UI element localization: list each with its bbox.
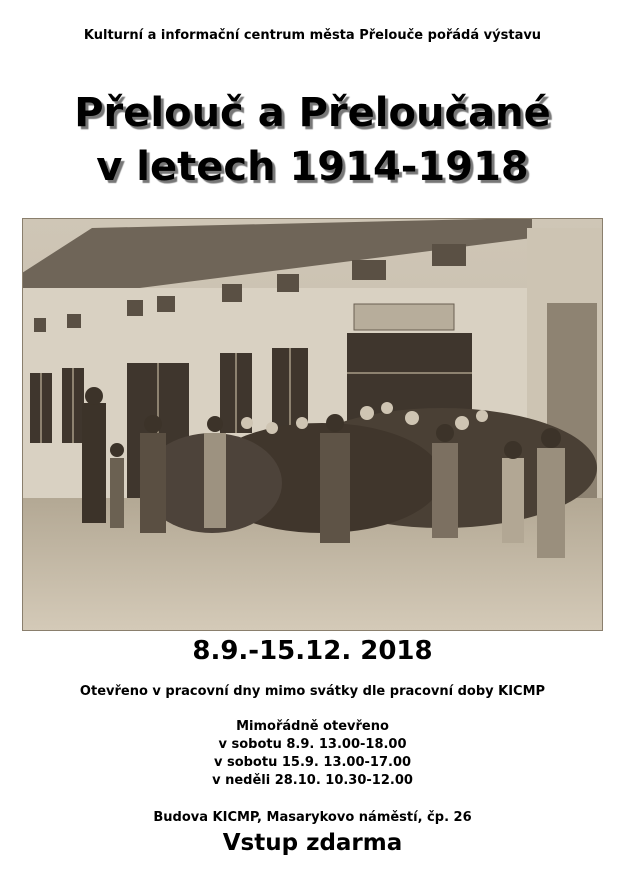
exhibition-dates: 8.9.-15.12. 2018: [192, 636, 433, 666]
special-opening-line: v sobotu 15.9. 13.00-17.00: [213, 755, 412, 770]
organizer-line: Kulturní a informační centrum města Přelouče pořádá výstavu: [83, 28, 542, 43]
venue-address: Budova KICMP, Masarykovo náměstí, čp. 26: [153, 810, 472, 825]
special-opening-line: v sobotu 8.9. 13.00-18.00: [218, 737, 407, 752]
poster-title: [0, 86, 625, 194]
special-opening: [0, 718, 625, 790]
special-opening-heading: Mimořádně otevřeno: [236, 719, 389, 734]
photo-shop-sign: [354, 304, 454, 330]
opening-hours: Otevřeno v pracovní dny mimo svátky dle pracovní doby KICMP: [79, 684, 546, 699]
special-opening-line: v neděli 28.10. 10.30-12.00: [212, 773, 413, 788]
historical-photo: [22, 218, 603, 631]
title-line-2: v letech 1914-1918: [96, 144, 529, 190]
free-entry: Vstup zdarma: [222, 830, 403, 856]
title-line-1: Přelouč a Přeloučané: [74, 90, 551, 136]
